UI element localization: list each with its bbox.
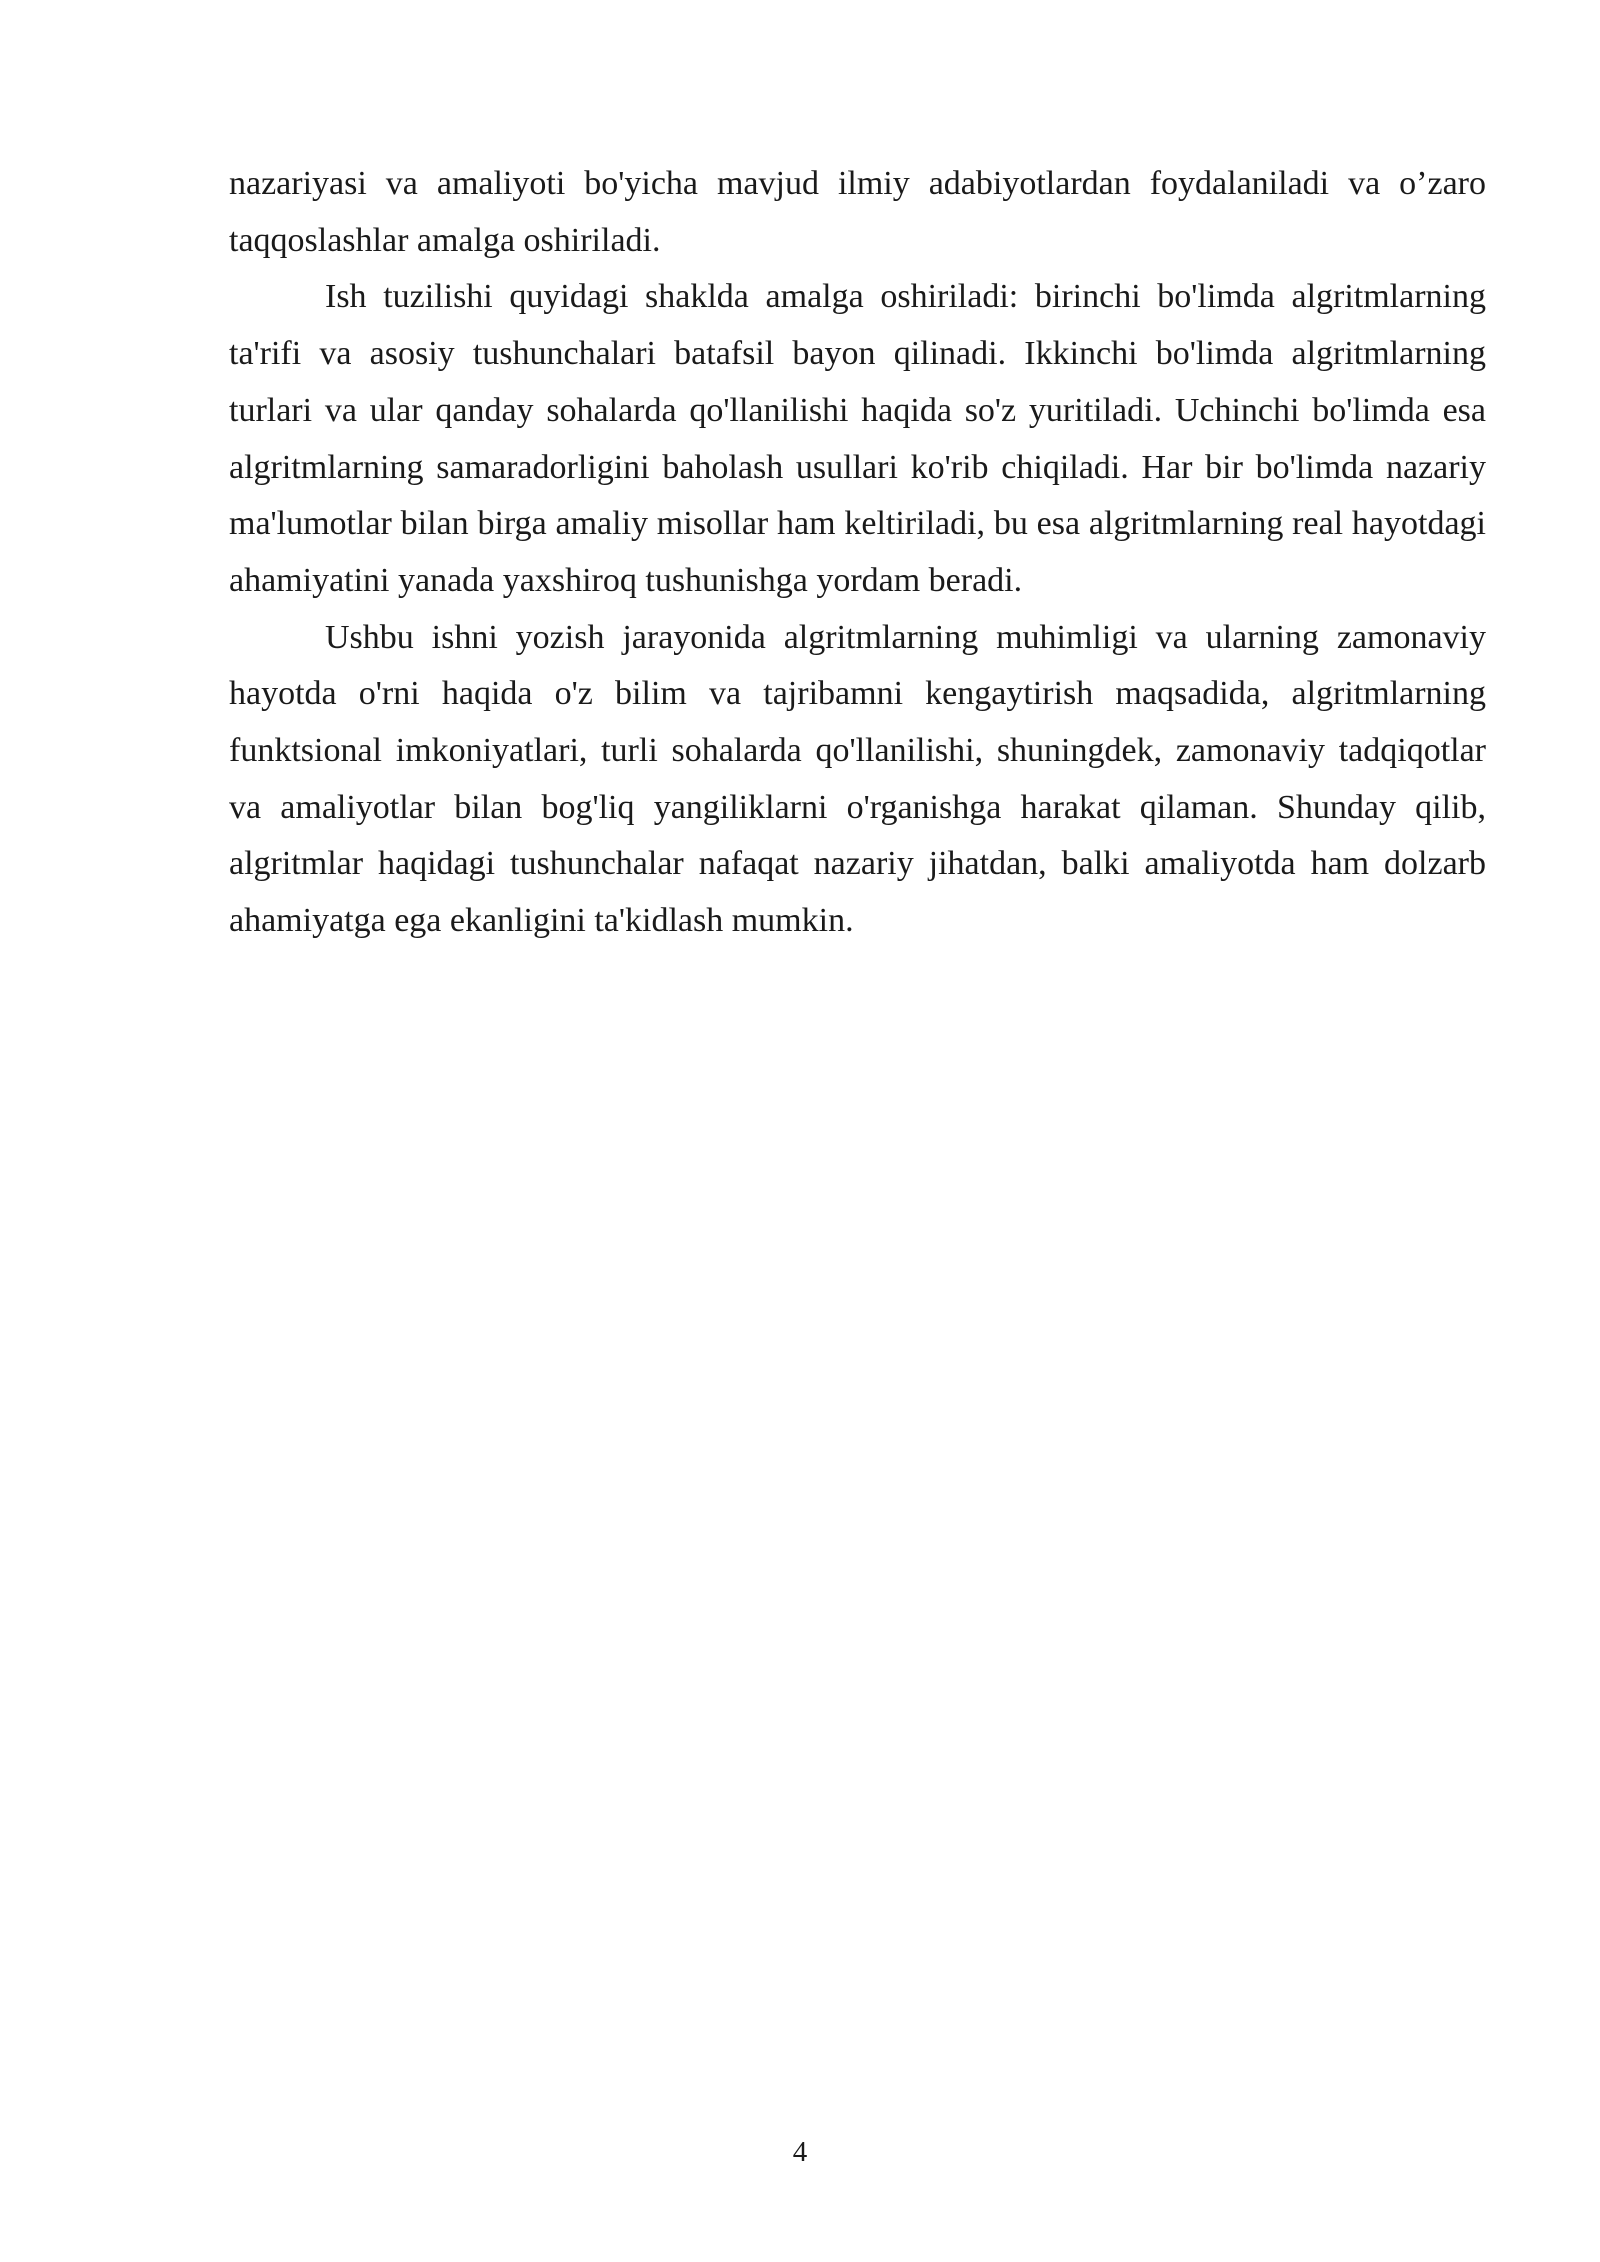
page-number: 4 [792, 2136, 808, 2168]
paragraph-continuation: nazariyasi va amaliyoti bo'yicha mavjud ilmiy adabiyotlardan foydalaniladi va o’zaro taqqoslashlar amalga oshiriladi. [229, 165, 1486, 259]
paragraph-structure: Ish tuzilishi quyidagi shaklda amalga oshiriladi: birinchi bo'limda algritmlarning ta'rifi va asosiy tushunchalari batafsil bayon qilinadi. Ikkinchi bo'limda algritmlarning turlari va ular qanday sohalarda qo'llanilishi haqida so'z yuritiladi. Uchinchi bo'limda esa algritmlarning samaradorligini baholash usullari ko'rib chiqiladi. Har bir bo'limda nazariy ma'lumotlar bilan birga amaliy misollar ham keltiriladi, bu esa algritmlarning real hayotdagi ahamiyatini yanada yaxshiroq tushunishga yordam beradi. [229, 278, 1486, 599]
paragraph-purpose: Ushbu ishni yozish jarayonida algritmlarning muhimligi va ularning zamonaviy hayotda o'rni haqida o'z bilim va tajribamni kengaytirish maqsadida, algritmlarning funktsional imkoniyatlari, turli sohalarda qo'llanilishi, shuningdek, zamonaviy tadqiqotlar va amaliyotlar bilan bog'liq yangiliklarni o'rganishga harakat qilaman. Shunday qilib, algritmlar haqidagi tushunchalar nafaqat nazariy jihatdan, balki amaliyotda ham dolzarb ahamiyatga ega ekanligini ta'kidlash mumkin. [229, 618, 1486, 940]
document-body [229, 156, 1486, 950]
